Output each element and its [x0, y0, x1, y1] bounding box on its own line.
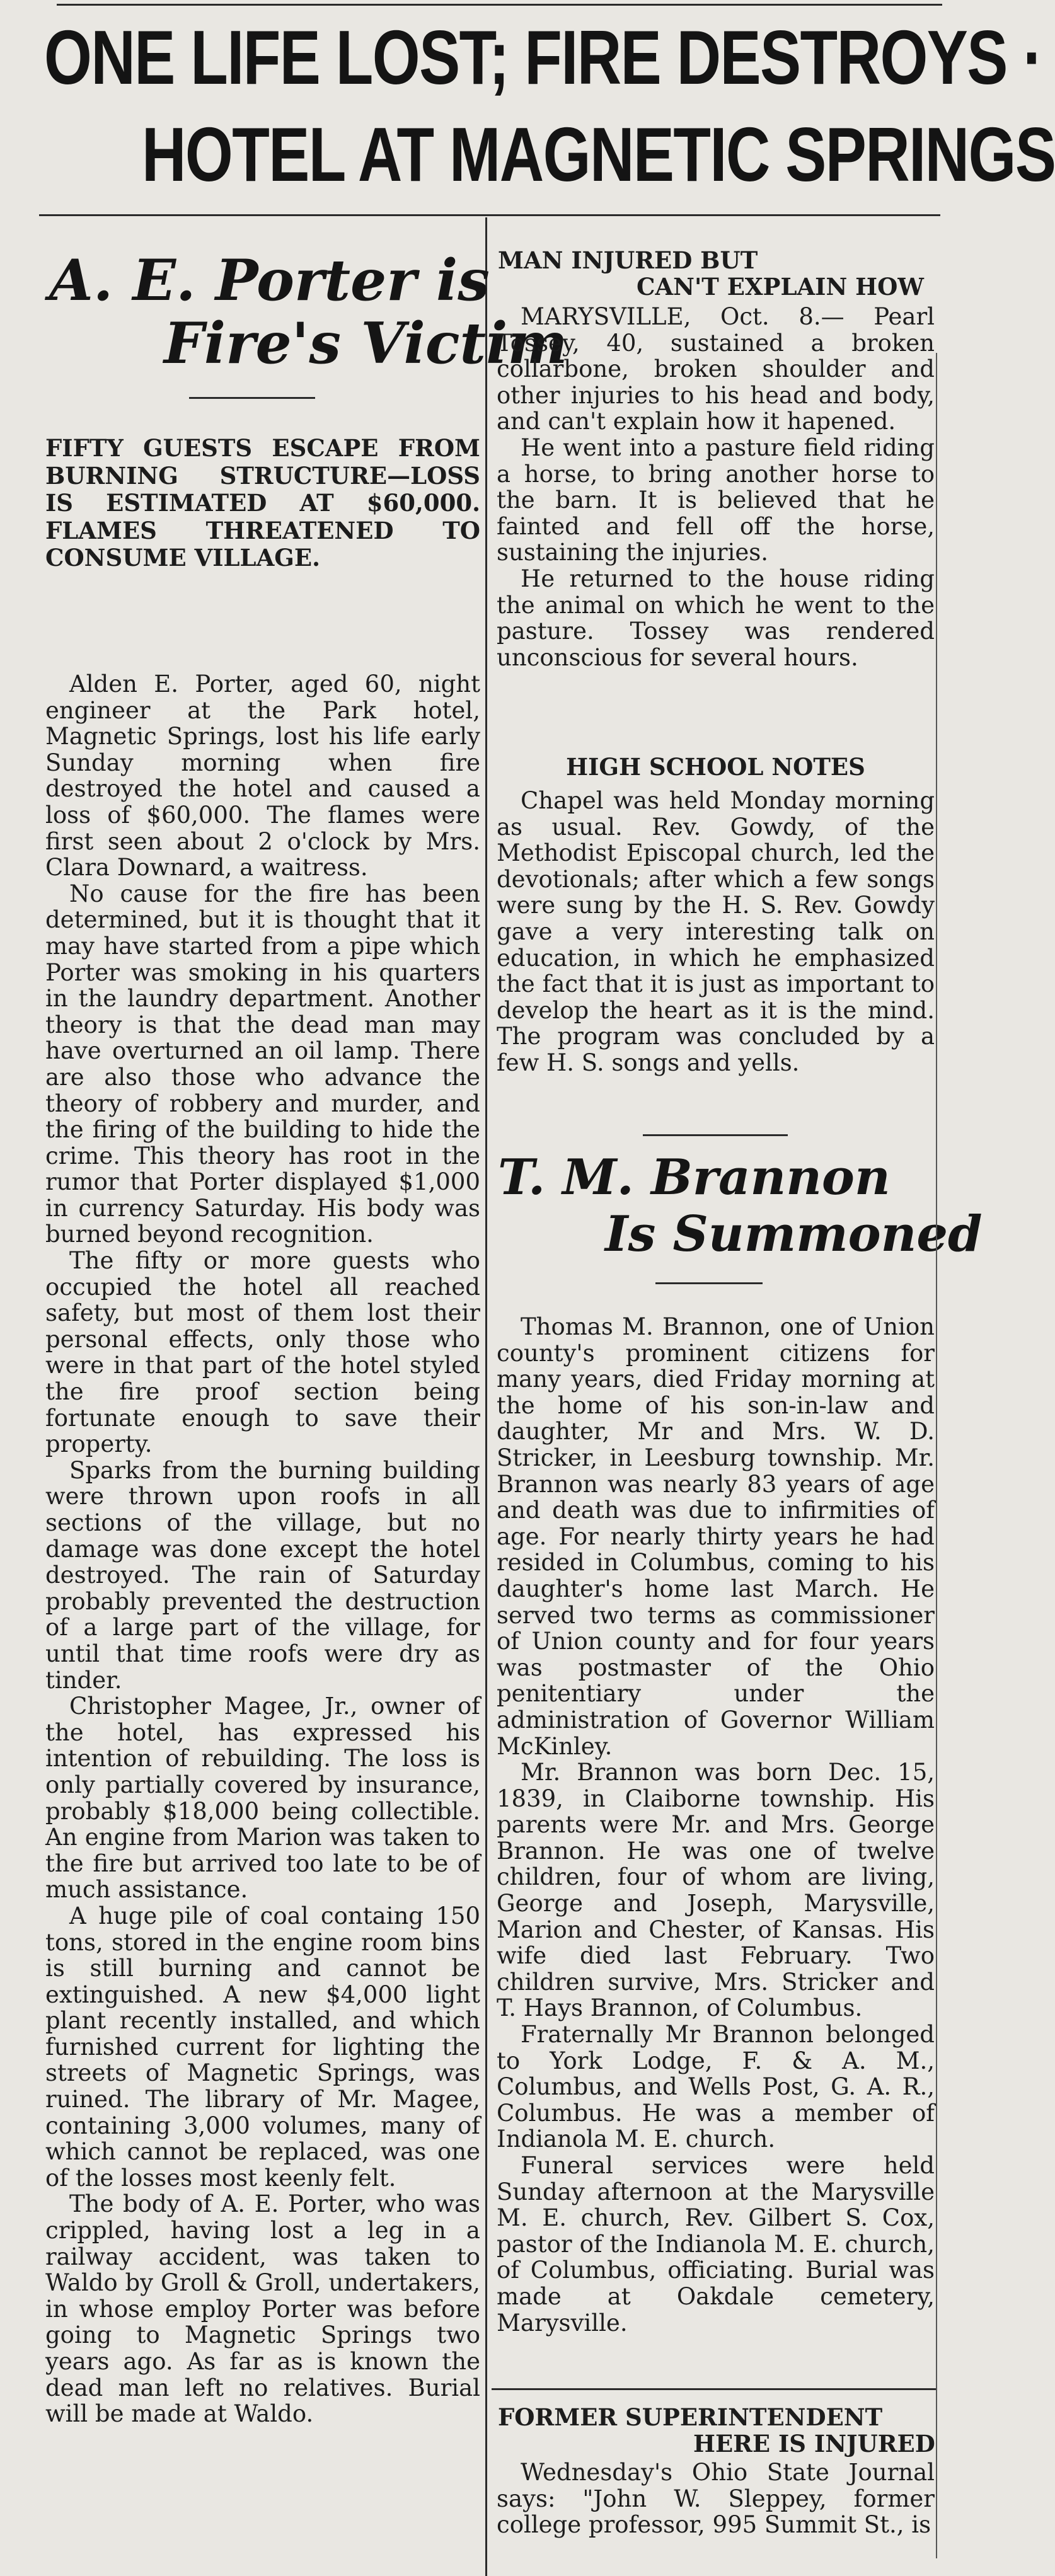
- school-body: [497, 788, 935, 1076]
- section-rule: [643, 1134, 788, 1136]
- superintendent-headline-1: FORMER SUPERINTENDENT: [498, 2403, 883, 2431]
- injured-paragraph: MARYSVILLE, Oct. 8.— Pearl Tossey, 40, sustained a broken collarbone, broken shoulder and other injuries to his head and body, and can't explain how it hapened.: [497, 303, 935, 435]
- brannon-paragraph: Fraternally Mr Brannon belonged to York Lodge, F. & A. M., Columbus, and Wells Post, G. A. R., Columbus. He was a member of Indianola M. E. church.: [497, 2021, 935, 2153]
- brannon-title-rule: [655, 1282, 763, 1284]
- brannon-body: [497, 1314, 935, 2336]
- superintendent-headline-2: HERE IS INJURED: [693, 2430, 935, 2458]
- brannon-paragraph: Mr. Brannon was born Dec. 15, 1839, in Claiborne township. His parents were Mr. and Mrs. George Brannon. He was one of twelve children, four of whom are living, George and Joseph, Marysville, Marion and Chester, of Kansas. His wife died last February. Two children survive, Mrs. Stricker and T. Hays Brannon, of Columbus.: [497, 1759, 935, 2022]
- brannon-paragraph: Funeral services were held Sunday afternoon at the Marysville M. E. church, Rev. Gilbert S. Cox, pastor of the Indianola M. E. church, of Columbus, officiating. Burial was made at Oakdale cemetery, Marysville.: [497, 2152, 935, 2337]
- injured-body: [497, 304, 935, 670]
- injured-headline-1: MAN INJURED BUT: [498, 246, 758, 274]
- headline-line-1: ONE LIFE LOST; FIRE DESTROYS ·: [44, 14, 1043, 100]
- brannon-title-line-2: Is Summoned: [605, 1205, 983, 1263]
- porter-title-rule: [189, 397, 315, 399]
- porter-body: [45, 671, 480, 2427]
- injured-paragraph: He went into a pasture field riding a horse, to bring another horse to the barn. It is believed that he fainted and fell off the horse, sustaining the injuries.: [497, 434, 935, 566]
- porter-title-line-1: A. E. Porter is: [49, 247, 490, 314]
- injured-paragraph: He returned to the house riding the animal on which he went to the pasture. Tossey was rendered unconscious for several hours.: [497, 565, 935, 671]
- superintendent-body: [497, 2459, 935, 2538]
- porter-paragraph: The body of A. E. Porter, who was crippled, having lost a leg in a railway accident, was taken to Waldo by Groll & Groll, undertakers, in whose employ Porter was before going to Magnetic Springs two years ago. As far as is known the dead man left no relatives. Burial will be made at Waldo.: [45, 2190, 480, 2428]
- superintendent-rule: [492, 2388, 936, 2390]
- porter-title-line-2: Fire's Victim: [164, 310, 568, 377]
- porter-paragraph: Alden E. Porter, aged 60, night engineer at the Park hotel, Magnetic Springs, lost his life early Sunday morning when fire destroyed the hotel and caused a loss of $60,000. The flames were first seen about 2 o'clock by Mrs. Clara Downard, a waitress.: [45, 670, 480, 882]
- porter-paragraph: The fifty or more guests who occupied the hotel all reached safety, but most of them lost their personal effects, only those who were in that part of the hotel styled the fire proof section being fortunate enough to save their property.: [45, 1247, 480, 1458]
- top-rule: [57, 4, 942, 6]
- porter-paragraph: Christopher Magee, Jr., owner of the hotel, has expressed his intention of rebuilding. The loss is only partially covered by insurance, probably $18,000 being collectible. An engine from Marion was taken to the fire but arrived too late to be of much assistance.: [45, 1693, 480, 1904]
- superintendent-paragraph: Wednesday's Ohio State Journal says: "John W. Sleppey, former college professor, 995 Summit St., is: [497, 2459, 935, 2539]
- porter-paragraph: No cause for the fire has been determined, but it is thought that it may have started from a pipe which Porter was smoking in his quarters in the laundry department. Another theory is that the dead man may have overturned an oil lamp. There are also those who advance the theory of robbery and murder, and the firing of the building to hide the crime. This theory has root in the rumor that Porter displayed $1,000 in currency Saturday. His body was burned beyond recognition.: [45, 880, 480, 1248]
- headline-line-2: HOTEL AT MAGNETIC SPRINGS: [142, 112, 1055, 197]
- headline-rule: [39, 214, 940, 216]
- page-edge-line: [936, 353, 943, 2558]
- porter-paragraph: Sparks from the burning building were thrown upon roofs in all sections of the village, but no damage was done except the hotel destroyed. The rain of Saturday probably prevented the destruction of a large part of the village, for until that time roofs were dry as tinder.: [45, 1456, 480, 1694]
- brannon-title-line-1: T. M. Brannon: [498, 1149, 891, 1206]
- porter-paragraph: A huge pile of coal containg 150 tons, stored in the engine room bins is still burning and cannot be extinguished. A new $4,000 light plant recently installed, and which furnished current for lighting the streets of Magnetic Springs, was ruined. The library of Mr. Magee, containing 3,000 volumes, many of which cannot be replaced, was one of the losses most keenly felt.: [45, 1902, 480, 2192]
- column-divider: [485, 217, 487, 2576]
- school-paragraph: Chapel was held Monday morning as usual. Rev. Gowdy, of the Methodist Episcopal church, led the devotionals; after which a few songs were sung by the H. S. Rev. Gowdy gave a very interesting talk on education, in which he emphasized the fact that it is just as important to develop the heart as it is the mind. The program was concluded by a few H. S. songs and yells.: [497, 787, 935, 1076]
- brannon-paragraph: Thomas M. Brannon, one of Union county's prominent citizens for many years, died Friday morning at the home of his son-in-law and daughter, Mr and Mrs. W. D. Stricker, in Leesburg township. Mr. Brannon was nearly 83 years of age and death was due to infirmities of age. For nearly thirty years he had resided in Columbus, coming to his daughter's home last March. He served two terms as commissioner of Union county and for four years was postmaster of the Ohio penitentiary under the administration of Governor William McKinley.: [497, 1313, 935, 1760]
- school-headline: HIGH SCHOOL NOTES: [566, 753, 865, 781]
- porter-deck: FIFTY GUESTS ESCAPE FROM BURNING STRUCTURE—LOSS IS ESTIMATED AT $60,000. FLAMES THREATENED TO CONSUME VILLAGE.: [45, 434, 480, 572]
- injured-headline-2: CAN'T EXPLAIN HOW: [637, 273, 924, 301]
